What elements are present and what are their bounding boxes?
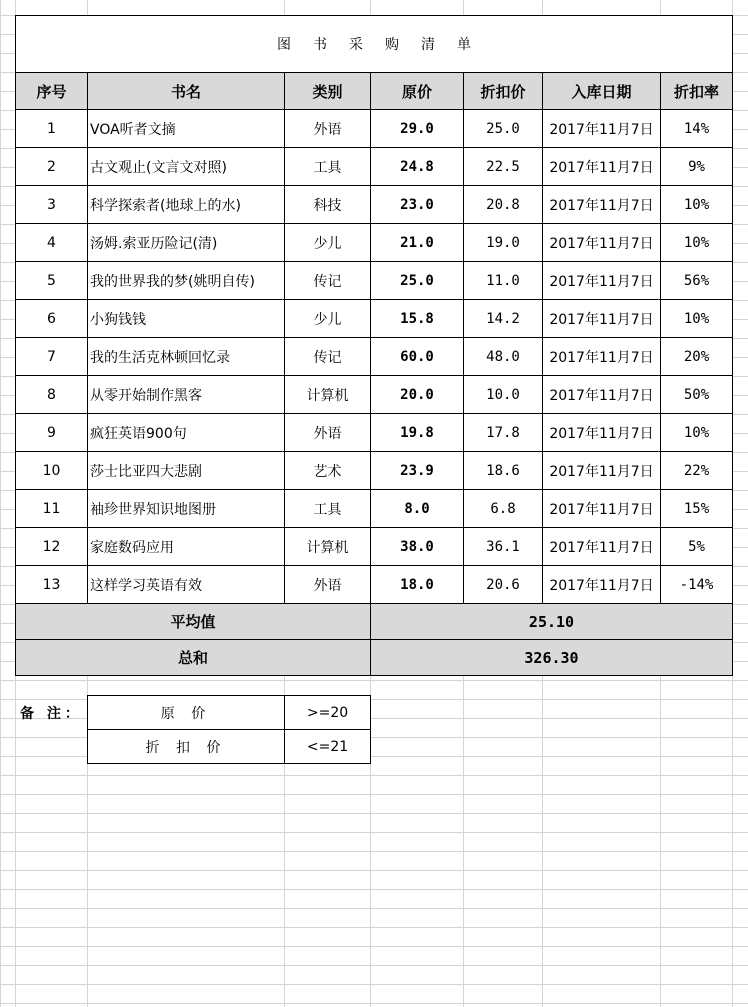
header-row bbox=[16, 73, 733, 110]
cell-discount-price[interactable]: 11.0 bbox=[464, 262, 543, 300]
notes-item-cell[interactable]: 原 价 bbox=[88, 696, 285, 730]
cell-date[interactable]: 2017年11月7日 bbox=[543, 110, 661, 148]
notes-row bbox=[88, 696, 371, 730]
cell-date[interactable]: 2017年11月7日 bbox=[543, 528, 661, 566]
table-row bbox=[16, 566, 733, 604]
cell-rate[interactable]: 15% bbox=[661, 490, 733, 528]
table-row bbox=[16, 186, 733, 224]
notes-table bbox=[87, 695, 371, 764]
cell-price[interactable]: 18.0 bbox=[371, 566, 464, 604]
cell-rate[interactable]: 10% bbox=[661, 300, 733, 338]
total-value-cell[interactable]: 326.30 bbox=[371, 640, 733, 676]
cell-discount-price[interactable]: 20.8 bbox=[464, 186, 543, 224]
cell-price[interactable]: 21.0 bbox=[371, 224, 464, 262]
cell-discount-price[interactable]: 6.8 bbox=[464, 490, 543, 528]
cell-category[interactable]: 工具 bbox=[285, 490, 371, 528]
cell-date[interactable]: 2017年11月7日 bbox=[543, 414, 661, 452]
cell-no[interactable]: 7 bbox=[16, 338, 88, 376]
cell-rate[interactable]: 10% bbox=[661, 186, 733, 224]
header-rate[interactable]: 折扣率 bbox=[661, 73, 733, 110]
table-row bbox=[16, 376, 733, 414]
cell-rate[interactable]: 14% bbox=[661, 110, 733, 148]
cell-rate[interactable]: 50% bbox=[661, 376, 733, 414]
purchase-list-table bbox=[15, 15, 733, 676]
cell-date[interactable]: 2017年11月7日 bbox=[543, 262, 661, 300]
cell-discount-price[interactable]: 36.1 bbox=[464, 528, 543, 566]
cell-no[interactable]: 2 bbox=[16, 148, 88, 186]
cell-category[interactable]: 工具 bbox=[285, 148, 371, 186]
cell-rate[interactable]: -14% bbox=[661, 566, 733, 604]
cell-category[interactable]: 外语 bbox=[285, 566, 371, 604]
cell-price[interactable]: 29.0 bbox=[371, 110, 464, 148]
cell-category[interactable]: 传记 bbox=[285, 262, 371, 300]
cell-no[interactable]: 10 bbox=[16, 452, 88, 490]
cell-discount-price[interactable]: 20.6 bbox=[464, 566, 543, 604]
cell-discount-price[interactable]: 48.0 bbox=[464, 338, 543, 376]
cell-price[interactable]: 25.0 bbox=[371, 262, 464, 300]
cell-discount-price[interactable]: 22.5 bbox=[464, 148, 543, 186]
cell-no[interactable]: 6 bbox=[16, 300, 88, 338]
cell-discount-price[interactable]: 18.6 bbox=[464, 452, 543, 490]
notes-condition-cell[interactable]: >=20 bbox=[285, 696, 371, 730]
table-row bbox=[16, 490, 733, 528]
cell-book-name[interactable]: VOA听者文摘 bbox=[88, 110, 285, 148]
header-no[interactable]: 序号 bbox=[16, 73, 88, 110]
cell-price[interactable]: 15.8 bbox=[371, 300, 464, 338]
cell-price[interactable]: 38.0 bbox=[371, 528, 464, 566]
cell-no[interactable]: 13 bbox=[16, 566, 88, 604]
cell-rate[interactable]: 9% bbox=[661, 148, 733, 186]
cell-discount-price[interactable]: 17.8 bbox=[464, 414, 543, 452]
cell-date[interactable]: 2017年11月7日 bbox=[543, 224, 661, 262]
notes-label: 备 注： bbox=[20, 706, 83, 722]
cell-no[interactable]: 3 bbox=[16, 186, 88, 224]
table-row bbox=[16, 414, 733, 452]
cell-date[interactable]: 2017年11月7日 bbox=[543, 490, 661, 528]
cell-rate[interactable]: 22% bbox=[661, 452, 733, 490]
cell-book-name[interactable]: 疯狂英语900句 bbox=[88, 414, 285, 452]
cell-category[interactable]: 少儿 bbox=[285, 224, 371, 262]
cell-book-name[interactable]: 古文观止(文言文对照) bbox=[88, 148, 285, 186]
cell-no[interactable]: 1 bbox=[16, 110, 88, 148]
cell-no[interactable]: 11 bbox=[16, 490, 88, 528]
header-name[interactable]: 书名 bbox=[88, 73, 285, 110]
cell-book-name[interactable]: 小狗钱钱 bbox=[88, 300, 285, 338]
cell-price[interactable]: 8.0 bbox=[371, 490, 464, 528]
notes-row bbox=[88, 730, 371, 764]
table-row bbox=[16, 262, 733, 300]
cell-category[interactable]: 外语 bbox=[285, 414, 371, 452]
cell-date[interactable]: 2017年11月7日 bbox=[543, 452, 661, 490]
cell-category[interactable]: 计算机 bbox=[285, 376, 371, 414]
sheet-title-cell[interactable]: 图书采购清单 bbox=[16, 16, 733, 73]
cell-discount-price[interactable]: 10.0 bbox=[464, 376, 543, 414]
cell-category[interactable]: 科技 bbox=[285, 186, 371, 224]
cell-rate[interactable]: 20% bbox=[661, 338, 733, 376]
header-category[interactable]: 类别 bbox=[285, 73, 371, 110]
cell-book-name[interactable]: 家庭数码应用 bbox=[88, 528, 285, 566]
cell-discount-price[interactable]: 25.0 bbox=[464, 110, 543, 148]
cell-price[interactable]: 24.8 bbox=[371, 148, 464, 186]
cell-date[interactable]: 2017年11月7日 bbox=[543, 338, 661, 376]
cell-price[interactable]: 19.8 bbox=[371, 414, 464, 452]
table-row bbox=[16, 300, 733, 338]
cell-rate[interactable]: 10% bbox=[661, 224, 733, 262]
table-row bbox=[16, 452, 733, 490]
cell-category[interactable]: 传记 bbox=[285, 338, 371, 376]
notes-condition-cell[interactable]: <=21 bbox=[285, 730, 371, 764]
cell-no[interactable]: 8 bbox=[16, 376, 88, 414]
total-label-cell[interactable]: 总和 bbox=[16, 640, 371, 676]
total-row bbox=[16, 640, 733, 676]
table-row bbox=[16, 224, 733, 262]
table-row bbox=[16, 110, 733, 148]
cell-no[interactable]: 9 bbox=[16, 414, 88, 452]
cell-price[interactable]: 23.0 bbox=[371, 186, 464, 224]
cell-category[interactable]: 艺术 bbox=[285, 452, 371, 490]
cell-discount-price[interactable]: 14.2 bbox=[464, 300, 543, 338]
cell-date[interactable]: 2017年11月7日 bbox=[543, 186, 661, 224]
table-row bbox=[16, 148, 733, 186]
header-price[interactable]: 原价 bbox=[371, 73, 464, 110]
average-label-cell[interactable]: 平均值 bbox=[16, 604, 371, 640]
cell-price[interactable]: 23.9 bbox=[371, 452, 464, 490]
cell-category[interactable]: 外语 bbox=[285, 110, 371, 148]
cell-book-name[interactable]: 袖珍世界知识地图册 bbox=[88, 490, 285, 528]
header-date[interactable]: 入库日期 bbox=[543, 73, 661, 110]
cell-date[interactable]: 2017年11月7日 bbox=[543, 566, 661, 604]
cell-category[interactable]: 计算机 bbox=[285, 528, 371, 566]
cell-no[interactable]: 4 bbox=[16, 224, 88, 262]
average-value-cell[interactable]: 25.10 bbox=[371, 604, 733, 640]
cell-book-name[interactable]: 莎士比亚四大悲剧 bbox=[88, 452, 285, 490]
table-row bbox=[16, 338, 733, 376]
header-discount-price[interactable]: 折扣价 bbox=[464, 73, 543, 110]
table-row bbox=[16, 528, 733, 566]
cell-date[interactable]: 2017年11月7日 bbox=[543, 376, 661, 414]
cell-book-name[interactable]: 这样学习英语有效 bbox=[88, 566, 285, 604]
cell-book-name[interactable]: 汤姆.索亚历险记(清) bbox=[88, 224, 285, 262]
cell-category[interactable]: 少儿 bbox=[285, 300, 371, 338]
cell-book-name[interactable]: 我的生活克林顿回忆录 bbox=[88, 338, 285, 376]
cell-rate[interactable]: 10% bbox=[661, 414, 733, 452]
cell-book-name[interactable]: 我的世界我的梦(姚明自传) bbox=[88, 262, 285, 300]
cell-book-name[interactable]: 科学探索者(地球上的水) bbox=[88, 186, 285, 224]
cell-no[interactable]: 5 bbox=[16, 262, 88, 300]
cell-book-name[interactable]: 从零开始制作黑客 bbox=[88, 376, 285, 414]
notes-item-cell[interactable]: 折 扣 价 bbox=[88, 730, 285, 764]
cell-date[interactable]: 2017年11月7日 bbox=[543, 148, 661, 186]
cell-rate[interactable]: 56% bbox=[661, 262, 733, 300]
cell-price[interactable]: 20.0 bbox=[371, 376, 464, 414]
cell-discount-price[interactable]: 19.0 bbox=[464, 224, 543, 262]
cell-date[interactable]: 2017年11月7日 bbox=[543, 300, 661, 338]
average-row bbox=[16, 604, 733, 640]
cell-price[interactable]: 60.0 bbox=[371, 338, 464, 376]
cell-rate[interactable]: 5% bbox=[661, 528, 733, 566]
cell-no[interactable]: 12 bbox=[16, 528, 88, 566]
